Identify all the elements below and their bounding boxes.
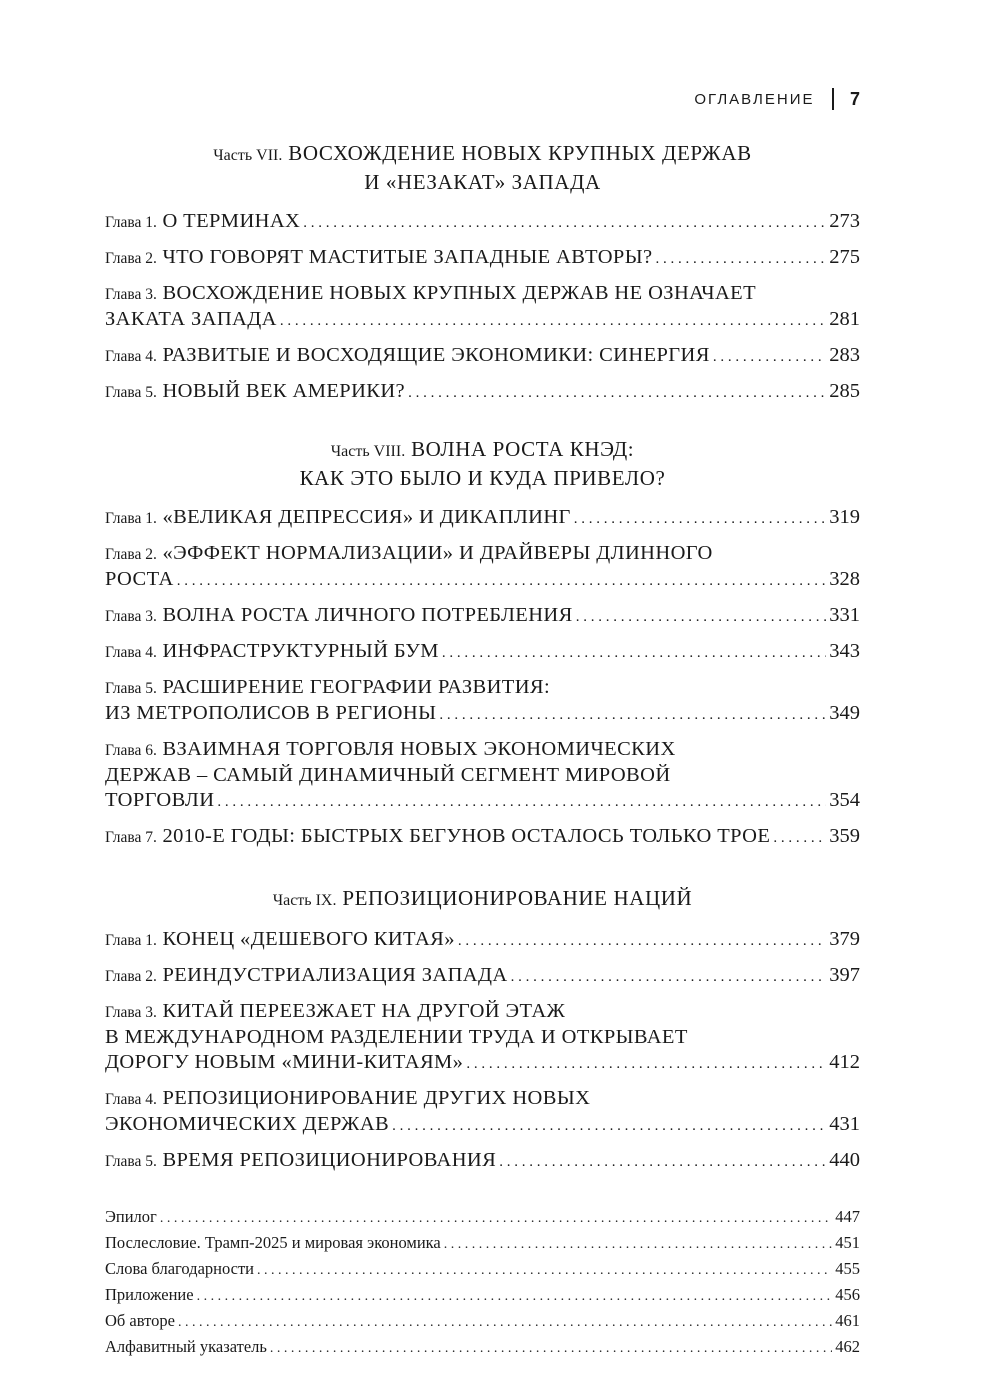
entry-line xyxy=(105,824,860,851)
chapter-title: ИЗ МЕТРОПОЛИСОВ В РЕГИОНЫ xyxy=(105,702,437,724)
entry-line xyxy=(105,788,860,815)
entry-line xyxy=(105,1283,860,1309)
dot-leader xyxy=(656,247,827,272)
page-ref: 447 xyxy=(835,1207,860,1226)
chapter-label: Глава 5. xyxy=(105,384,157,401)
dot-leader xyxy=(160,1207,832,1231)
toc-entry[interactable] xyxy=(105,603,860,630)
chapter-title: «ВЕЛИКАЯ ДЕПРЕССИЯ» И ДИКАПЛИНГ xyxy=(162,506,571,528)
chapter-title: КОНЕЦ «ДЕШЕВОГО КИТАЯ» xyxy=(162,928,455,950)
entry-line xyxy=(105,1112,860,1139)
page-ref: 456 xyxy=(835,1285,860,1304)
chapter-title: РАЗВИТЫЕ И ВОСХОДЯЩИЕ ЭКОНОМИКИ: СИНЕРГИЯ xyxy=(162,344,710,366)
dot-leader xyxy=(303,211,826,236)
entry-line xyxy=(105,639,860,666)
dot-leader xyxy=(197,1285,833,1309)
page-ref: 451 xyxy=(835,1233,860,1252)
toc-entry[interactable] xyxy=(105,737,860,815)
chapter-title: ВОСХОЖДЕНИЕ НОВЫХ КРУПНЫХ ДЕРЖАВ НЕ ОЗНАЧАЕТ xyxy=(162,282,757,304)
toc-entry[interactable] xyxy=(105,824,860,851)
page-number: 7 xyxy=(849,88,860,109)
running-head-divider xyxy=(832,88,834,110)
part-number: Часть IX. xyxy=(272,892,337,909)
toc-entry[interactable] xyxy=(105,281,860,334)
entry-line xyxy=(105,379,860,406)
page-ref: 461 xyxy=(835,1311,860,1330)
page-ref: 412 xyxy=(829,1051,860,1073)
toc-entry[interactable] xyxy=(105,209,860,236)
chapter-title: ДОРОГУ НОВЫМ «МИНИ-КИТАЯМ» xyxy=(105,1051,464,1073)
chapter-title: ЭКОНОМИЧЕСКИХ ДЕРЖАВ xyxy=(105,1113,390,1135)
page-ref: 331 xyxy=(829,604,860,626)
back-matter-entry[interactable] xyxy=(105,1231,860,1257)
dot-leader xyxy=(444,1233,832,1257)
dot-leader xyxy=(458,929,826,954)
entry-line xyxy=(105,1309,860,1335)
chapter-title: ИНФРАСТРУКТУРНЫЙ БУМ xyxy=(162,640,439,662)
chapter-label: Глава 3. xyxy=(105,1004,157,1021)
page-ref: 273 xyxy=(829,210,860,232)
entry-line xyxy=(105,1148,860,1175)
chapter-title: РАСШИРЕНИЕ ГЕОГРАФИИ РАЗВИТИЯ: xyxy=(162,676,551,698)
page-ref: 455 xyxy=(835,1259,860,1278)
back-matter-entry[interactable] xyxy=(105,1309,860,1335)
part-title-text: ВОЛНА РОСТА КНЭД: xyxy=(411,437,635,461)
chapter-label: Глава 4. xyxy=(105,1091,157,1108)
part-title xyxy=(105,885,860,914)
chapter-title: В МЕЖДУНАРОДНОМ РАЗДЕЛЕНИИ ТРУДА И ОТКРЫВАЕТ xyxy=(105,1026,688,1048)
toc-entry[interactable] xyxy=(105,541,860,594)
dot-leader xyxy=(499,1150,826,1175)
back-matter-entry[interactable] xyxy=(105,1205,860,1231)
toc-entry[interactable] xyxy=(105,963,860,990)
running-head xyxy=(694,88,860,110)
entry-line xyxy=(105,763,860,788)
chapter-title: НОВЫЙ ВЕК АМЕРИКИ? xyxy=(162,380,406,402)
back-matter-entry[interactable] xyxy=(105,1283,860,1309)
chapter-title: КИТАЙ ПЕРЕЕЗЖАЕТ НА ДРУГОЙ ЭТАЖ xyxy=(162,1000,566,1022)
page-ref: 354 xyxy=(829,789,860,811)
chapter-label: Глава 4. xyxy=(105,348,157,365)
page-ref: 462 xyxy=(835,1337,860,1356)
dot-leader xyxy=(773,826,826,851)
chapter-title: ВОЛНА РОСТА ЛИЧНОГО ПОТРЕБЛЕНИЯ xyxy=(162,604,573,626)
back-matter-title: Об авторе xyxy=(105,1311,175,1330)
toc-entry[interactable] xyxy=(105,927,860,954)
dot-leader xyxy=(178,1311,832,1335)
page-ref: 319 xyxy=(829,506,860,528)
toc-entry[interactable] xyxy=(105,639,860,666)
entry-line xyxy=(105,1257,860,1283)
back-matter-title: Послесловие. Трамп-2025 и мировая экономика xyxy=(105,1233,441,1252)
part-title-line xyxy=(105,465,860,492)
dot-leader xyxy=(574,507,826,532)
toc-entry[interactable] xyxy=(105,1086,860,1139)
part-title xyxy=(105,140,860,196)
page-ref: 440 xyxy=(829,1149,860,1171)
page-ref: 397 xyxy=(829,964,860,986)
dot-leader xyxy=(408,381,826,406)
chapter-title: 2010-Е ГОДЫ: БЫСТРЫХ БЕГУНОВ ОСТАЛОСЬ ТОЛЬКО ТРОЕ xyxy=(162,825,771,847)
dot-leader xyxy=(217,790,826,815)
dot-leader xyxy=(442,641,826,666)
back-matter-title: Приложение xyxy=(105,1285,194,1304)
page-ref: 283 xyxy=(829,344,860,366)
entry-line xyxy=(105,209,860,236)
dot-leader xyxy=(439,703,826,728)
dot-leader xyxy=(713,345,826,370)
part-number: Часть VII. xyxy=(213,147,283,164)
dot-leader xyxy=(280,309,826,334)
part-number: Часть VIII. xyxy=(330,443,406,460)
part-title-text: РЕПОЗИЦИОНИРОВАНИЕ НАЦИЙ xyxy=(342,886,693,910)
part-title-line xyxy=(105,140,860,169)
page-ref: 379 xyxy=(829,928,860,950)
entry-line xyxy=(105,1086,860,1112)
page-ref: 285 xyxy=(829,380,860,402)
entry-line xyxy=(105,1231,860,1257)
part-title-text: ВОСХОЖДЕНИЕ НОВЫХ КРУПНЫХ ДЕРЖАВ xyxy=(288,141,752,165)
entry-line xyxy=(105,1050,860,1077)
back-matter xyxy=(105,1205,860,1361)
part-title-line xyxy=(105,885,860,914)
toc-entry[interactable] xyxy=(105,505,860,532)
entry-line xyxy=(105,737,860,763)
entry-line xyxy=(105,999,860,1025)
entry-line xyxy=(105,541,860,567)
chapter-label: Глава 6. xyxy=(105,742,157,759)
chapter-label: Глава 5. xyxy=(105,680,157,697)
back-matter-title: Алфавитный указатель xyxy=(105,1337,267,1356)
chapter-title: РОСТА xyxy=(105,568,174,590)
toc-entry[interactable] xyxy=(105,1148,860,1175)
chapter-label: Глава 3. xyxy=(105,286,157,303)
chapter-title: ЗАКАТА ЗАПАДА xyxy=(105,308,277,330)
chapter-label: Глава 7. xyxy=(105,829,157,846)
chapter-label: Глава 3. xyxy=(105,608,157,625)
dot-leader xyxy=(177,569,827,594)
chapter-title: ВЗАИМНАЯ ТОРГОВЛЯ НОВЫХ ЭКОНОМИЧЕСКИХ xyxy=(162,738,676,760)
entry-line xyxy=(105,567,860,594)
dot-leader xyxy=(257,1259,832,1283)
entry-line xyxy=(105,1205,860,1231)
chapter-label: Глава 1. xyxy=(105,214,157,231)
entry-line xyxy=(105,675,860,701)
toc-entry[interactable] xyxy=(105,245,860,272)
dot-leader xyxy=(392,1114,826,1139)
chapter-title: ЧТО ГОВОРЯТ МАСТИТЫЕ ЗАПАДНЫЕ АВТОРЫ? xyxy=(162,246,653,268)
part-title-text: И «НЕЗАКАТ» ЗАПАДА xyxy=(364,170,601,194)
entry-line xyxy=(105,505,860,532)
chapter-title: РЕИНДУСТРИАЛИЗАЦИЯ ЗАПАДА xyxy=(162,964,508,986)
part-title-line xyxy=(105,436,860,465)
chapter-label: Глава 1. xyxy=(105,510,157,527)
page-ref: 275 xyxy=(829,246,860,268)
entry-line xyxy=(105,1335,860,1361)
entry-line xyxy=(105,603,860,630)
chapter-title: «ЭФФЕКТ НОРМАЛИЗАЦИИ» И ДРАЙВЕРЫ ДЛИННОГО xyxy=(162,542,713,564)
page-ref: 343 xyxy=(829,640,860,662)
entry-line xyxy=(105,281,860,307)
chapter-label: Глава 2. xyxy=(105,968,157,985)
dot-leader xyxy=(270,1337,832,1361)
back-matter-entry[interactable] xyxy=(105,1335,860,1361)
page-ref: 328 xyxy=(829,568,860,590)
chapter-title: ДЕРЖАВ – САМЫЙ ДИНАМИЧНЫЙ СЕГМЕНТ МИРОВОЙ xyxy=(105,764,671,786)
part-title-text: КАК ЭТО БЫЛО И КУДА ПРИВЕЛО? xyxy=(299,466,666,490)
page-ref: 359 xyxy=(829,825,860,847)
toc-entry[interactable] xyxy=(105,343,860,370)
entry-line xyxy=(105,307,860,334)
entry-line xyxy=(105,701,860,728)
running-head-title: ОГЛАВЛЕНИЕ xyxy=(694,90,815,108)
entry-line xyxy=(105,1025,860,1050)
toc-entry[interactable] xyxy=(105,379,860,406)
entry-line xyxy=(105,927,860,954)
chapter-label: Глава 4. xyxy=(105,644,157,661)
part-title xyxy=(105,436,860,492)
dot-leader xyxy=(576,605,827,630)
part-title-line xyxy=(105,169,860,196)
chapter-title: О ТЕРМИНАХ xyxy=(162,210,301,232)
chapter-label: Глава 2. xyxy=(105,546,157,563)
back-matter-entry[interactable] xyxy=(105,1257,860,1283)
toc-entry[interactable] xyxy=(105,999,860,1077)
table-of-contents xyxy=(105,140,860,1361)
toc-entry[interactable] xyxy=(105,675,860,728)
chapter-title: ТОРГОВЛИ xyxy=(105,789,215,811)
page-ref: 281 xyxy=(829,308,860,330)
page-ref: 431 xyxy=(829,1113,860,1135)
entry-line xyxy=(105,963,860,990)
entry-line xyxy=(105,245,860,272)
page-ref: 349 xyxy=(829,702,860,724)
chapter-title: РЕПОЗИЦИОНИРОВАНИЕ ДРУГИХ НОВЫХ xyxy=(162,1087,591,1109)
chapter-label: Глава 5. xyxy=(105,1153,157,1170)
chapter-title: ВРЕМЯ РЕПОЗИЦИОНИРОВАНИЯ xyxy=(162,1149,497,1171)
entry-line xyxy=(105,343,860,370)
dot-leader xyxy=(466,1052,826,1077)
back-matter-title: Слова благодарности xyxy=(105,1259,255,1278)
back-matter-title: Эпилог xyxy=(105,1207,157,1226)
dot-leader xyxy=(511,965,827,990)
chapter-label: Глава 2. xyxy=(105,250,157,267)
chapter-label: Глава 1. xyxy=(105,932,157,949)
